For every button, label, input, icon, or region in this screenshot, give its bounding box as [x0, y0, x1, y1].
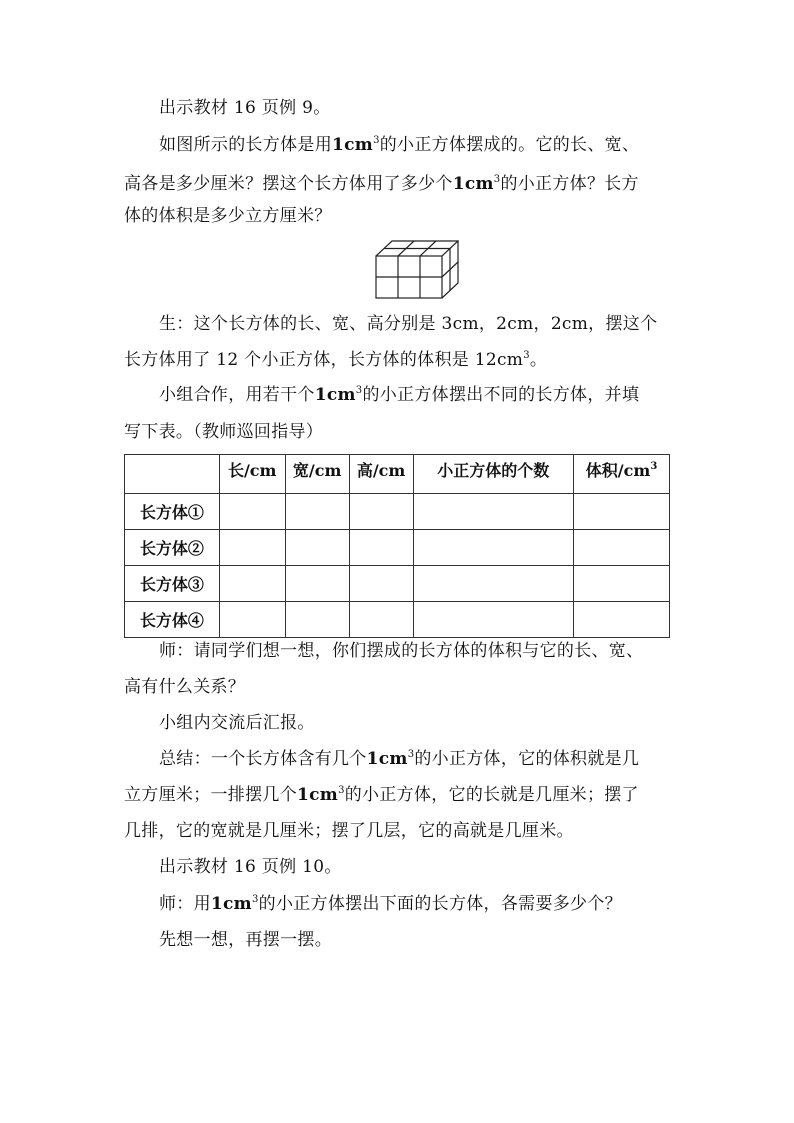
table-header-height: 高/cm — [349, 455, 413, 494]
group-report: 小组内交流后汇报。 — [159, 713, 315, 733]
table-cell — [413, 530, 574, 566]
answer-line-1: 生：这个长方体的长、宽、高分别是 3cm，2cm，2cm，摆这个 — [159, 314, 658, 334]
table-header-volume: 体积$/cm^3$ — [574, 455, 670, 494]
table-cell — [219, 530, 285, 566]
table-header-width: 宽/cm — [285, 455, 349, 494]
answer-line-2: 长方体用了 12 个小正方体，长方体的体积是 $12cm^3$。 — [124, 350, 548, 370]
table-cell — [219, 602, 285, 638]
cuboid-figure — [375, 240, 459, 300]
table-header-count: 小正方体的个数 — [413, 455, 574, 494]
question-line-2: 高各是多少厘米？摆这个长方体用了多少个$1cm^3$的小正方体？长方 — [124, 174, 639, 194]
table-header-row — [125, 455, 670, 494]
table-header-length: 长/cm — [219, 455, 285, 494]
table-cell — [285, 566, 349, 602]
teacher-question-line-1: 师：请同学们想一想，你们摆成的长方体的体积与它的长、宽、 — [159, 641, 644, 661]
group-task-line-1: 小组合作，用若干个$1cm^3$的小正方体摆出不同的长方体，并填 — [159, 385, 640, 405]
summary-line-2: 立方厘米；一排摆几个$1cm^3$的小正方体，它的长就是几厘米；摆了 — [124, 785, 639, 805]
think-and-build: 先想一想，再摆一摆。 — [159, 930, 332, 950]
table-cell — [413, 602, 574, 638]
table-cell — [219, 494, 285, 530]
table-cell — [349, 566, 413, 602]
example-intro: 出示教材 16 页例 9。 — [159, 98, 331, 118]
question-line-3: 体的体积是多少立方厘米？ — [124, 206, 332, 226]
table-header-empty — [125, 455, 220, 494]
table-cell — [574, 602, 670, 638]
teacher-question-line-2: 高有什么关系？ — [124, 677, 246, 697]
table-cell — [574, 566, 670, 602]
row-label: 长方体④ — [125, 602, 220, 638]
cuboid-table — [124, 454, 670, 638]
teacher-task: 师：用$1cm^3$的小正方体摆出下面的长方体，各需要多少个？ — [159, 894, 622, 914]
summary-line-1: 总结：一个长方体含有几个$1cm^3$的小正方体，它的体积就是几 — [159, 749, 640, 769]
table-cell — [285, 530, 349, 566]
table-cell — [285, 602, 349, 638]
table-row — [125, 530, 670, 566]
question-line-1: 如图所示的长方体是用$1cm^3$的小正方体摆成的。它的长、宽、 — [159, 135, 640, 155]
table-cell — [349, 494, 413, 530]
summary-line-3: 几排，它的宽就是几厘米；摆了几层，它的高就是几厘米。 — [124, 821, 574, 841]
table-cell — [413, 494, 574, 530]
table-cell — [413, 566, 574, 602]
group-task-line-2: 写下表。（教师巡回指导） — [124, 422, 324, 442]
table-cell — [219, 566, 285, 602]
table-cell — [574, 494, 670, 530]
table-cell — [285, 494, 349, 530]
table-cell — [574, 530, 670, 566]
example-10-intro: 出示教材 16 页例 10。 — [159, 857, 342, 877]
table-cell — [349, 530, 413, 566]
table-row — [125, 566, 670, 602]
table-cell — [349, 602, 413, 638]
row-label: 长方体② — [125, 530, 220, 566]
table-row — [125, 494, 670, 530]
row-label: 长方体③ — [125, 566, 220, 602]
row-label: 长方体① — [125, 494, 220, 530]
table-row — [125, 602, 670, 638]
